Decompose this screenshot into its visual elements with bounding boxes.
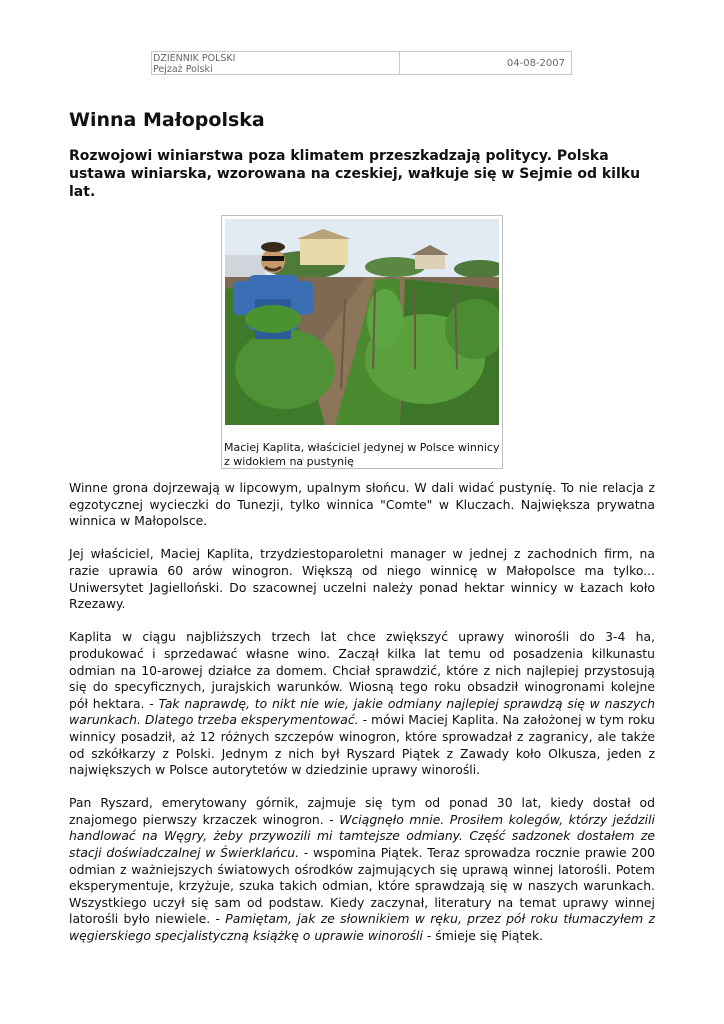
article-body xyxy=(69,480,655,961)
paragraph-4 xyxy=(69,795,655,944)
source-header xyxy=(151,51,572,75)
paragraph-4-quote-1: Wciągnęło mnie. Prosiłem kolegów, którzy jeździli handlować na Węgry, żeby przywozili mi tamtejsze odmiany. Część sadzonek dostałem ze stacji doświadczalnej w Świerklańcu. xyxy=(69,811,656,861)
paragraph-3 xyxy=(69,629,655,778)
publication-name: DZIENNIK POLSKI xyxy=(153,53,236,64)
source-info xyxy=(152,52,400,74)
article-lead: Rozwojowi winiarstwa poza klimatem przeszkadzają politycy. Polska ustawa winiarska, wzorowana na czeskiej, wałkuje się w Sejmie od kilku lat. xyxy=(69,148,641,200)
section-name: Pejzaż Polski xyxy=(153,64,213,75)
paragraph-1: Winne grona dojrzewają w lipcowym, upalnym słońcu. W dali widać pustynię. To nie relacja z egzotycznej wycieczki do Tunezji, tylko winnica "Comte" w Kluczach. Największa prywatna winnica w Małopolsce. xyxy=(69,480,655,529)
paragraph-4-quote-2: Pamiętam, jak ze słownikiem w ręku, przez pół roku tłumaczyłem z węgierskiego specjalistyczną książkę o uprawie winorośli xyxy=(69,911,655,944)
paragraph-3-text-b: - mówi Maciej Kaplita. Na założonej w tym roku winnicy posadził, aż 12 różnych szczepów winogron, które sprowadzał z zagranicy, ale także od szkółkarzy z Polski. Jednym z nich był Ryszard Piątek z Zawady koło Olkusza, jeden z największych w Polsce autorytetów w dziedzinie uprawy winorośli. xyxy=(69,712,656,778)
publication-date: 04-08-2007 xyxy=(506,57,565,69)
paragraph-4-text-a: Pan Ryszard, emerytowany górnik, zajmuje się tym od ponad 30 lat, kiedy dostał od znajomego pierwszy krzaczek winogron. - xyxy=(69,795,655,827)
photo-caption: Maciej Kaplita, właściciel jedynej w Polsce winnicy z widokiem na pustynię xyxy=(224,441,500,468)
article-figure xyxy=(221,215,503,469)
vineyard-photo-illustration xyxy=(225,219,499,425)
vineyard-photo xyxy=(225,219,499,425)
paragraph-2: Jej właściciel, Maciej Kaplita, trzydziestoparoletni manager w jednej z zachodnich firm, na razie uprawia 60 arów winogron. Większą od niego winnicę w Małopolsce ma tylko... Uniwersytet Jagielloński. Do szacownej uczelni należy ponad hektar winnicy w Łazach koło Rzezawy. xyxy=(69,546,655,612)
paragraph-3-quote: Tak naprawdę, to nikt nie wie, jakie odmiany najlepiej sprawdzą się w naszych warunkach. Dlatego trzeba eksperymentować. xyxy=(69,695,656,728)
paragraph-4-text-c: - śmieje się Piątek. xyxy=(422,928,544,944)
paragraph-4-text-b: - wspomina Piątek. Teraz sprowadza rocznie prawie 200 odmian z ważniejszych światowych ośrodków zajmujących się uprawą winnej latorośli. Potem eksperymentuje, krzyżuje, szuka takich odmian, które sprawdzają się w naszych warunkach. Wszystkiego uczył się sam od podstaw. Kiedy zaczynał, literatury na temat uprawy winnej latorośli było niewiele. - xyxy=(69,845,656,927)
article-title: Winna Małopolska xyxy=(69,109,265,131)
paragraph-3-text-a: Kaplita w ciągu najbliższych trzech lat chce zwiększyć uprawy winorośli do 3-4 ha, produkować i sprzedawać własne wino. Zaczął kilka lat temu od posadzenia kilkunastu odmian na 10-arowej działce za domem. Chciał sprawdzić, które z nich najlepiej przystosują się do specyficznych, jurajskich warunków. Wiosną tego roku obsadził winogronami kolejne pół hektara. - xyxy=(69,629,655,711)
